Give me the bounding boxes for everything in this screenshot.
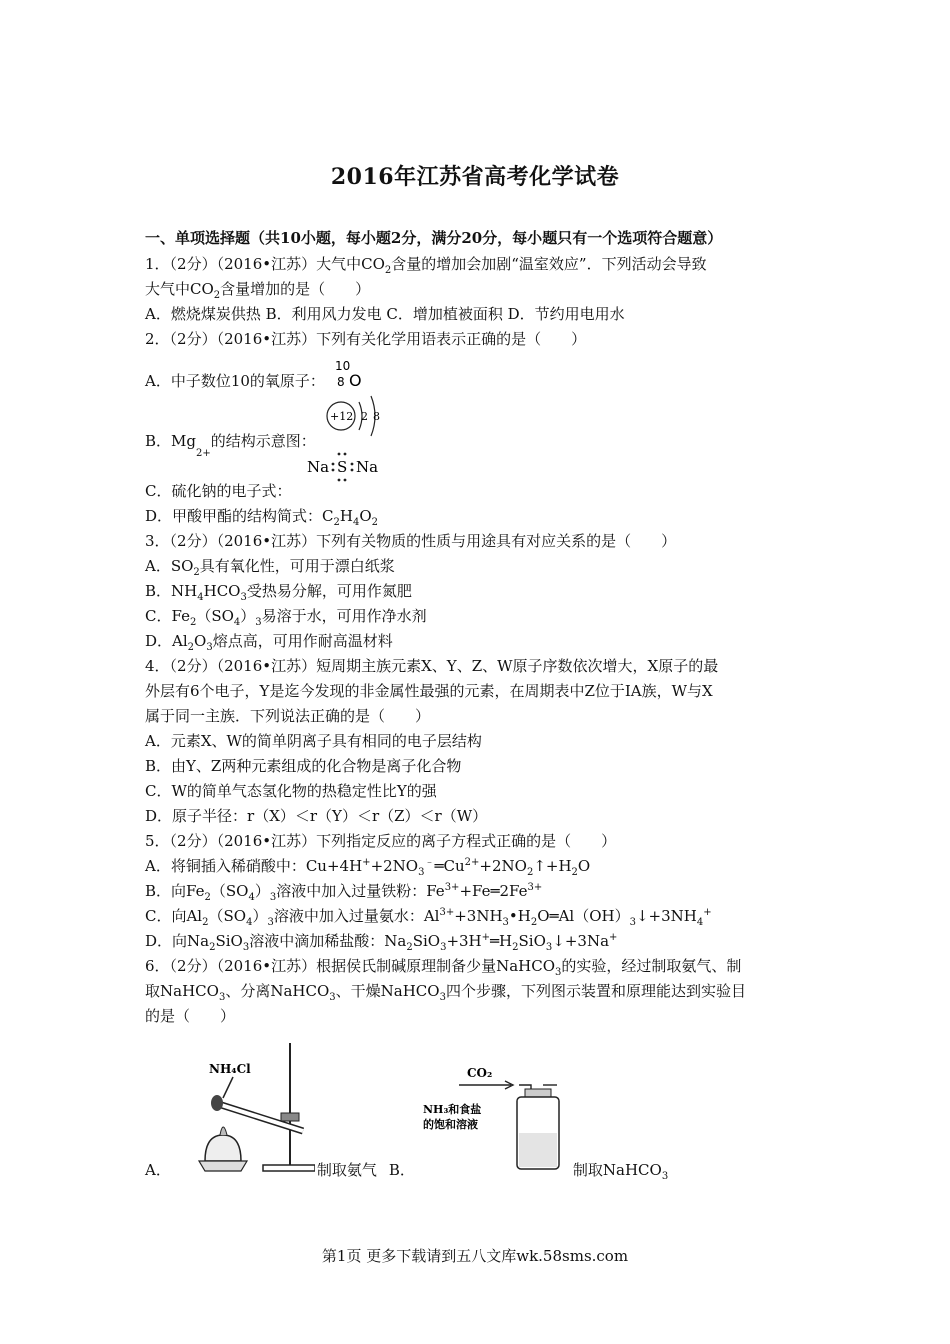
svg-text:NH₃和食盐: NH₃和食盐 [422, 1103, 482, 1116]
sodium-bicarbonate-preparation-apparatus [419, 1063, 569, 1183]
figure-a-label: A． [145, 1161, 171, 1179]
svg-text:CO₂: CO₂ [466, 1066, 493, 1080]
svg-text:O: O [348, 371, 362, 390]
svg-text:Na: Na [356, 458, 379, 476]
svg-text:8: 8 [336, 375, 345, 389]
question-4-option-a: A．元素X、W的简单阴离子具有相同的电子层结构 [145, 732, 482, 750]
svg-text:Na: Na [307, 458, 330, 476]
question-3-option-a: A．$SO_2$具有氧化性，可用于漂白纸浆 [145, 557, 395, 578]
question-2-stem: 2．（2分）（2016•江苏）下列有关化学用语表示正确的是（ ） [145, 330, 587, 348]
question-3-option-c: C．$Fe_2(SO_4)_3$易溶于水，可用作净水剂 [145, 607, 427, 628]
svg-text:的饱和溶液: 的饱和溶液 [422, 1118, 478, 1131]
question-2-option-a: A．中子数位10的氧原子： 10 8 O [145, 352, 810, 394]
question-5-option-b: B．向$Fe_2(SO_4)_3$溶液中加入过量铁粉：$Fe^{3+}+Fe═2Fe^{3+}$ [145, 882, 543, 903]
question-5-option-a: A．将铜插入稀硝酸中：$Cu+4H^++2NO_3^﹣═Cu^{2+}+2NO_2↑+H_2O$ [145, 857, 591, 878]
question-3-stem: 3．（2分）（2016•江苏）下列有关物质的性质与用途具有对应关系的是（ ） [145, 532, 677, 550]
svg-text:+12: +12 [330, 410, 354, 423]
question-5-option-c: C．向$Al_2(SO_4)_3$溶液中加入过量氨水：$Al^{3+}+3NH_3•H_2O═Al(OH)_3↓+3NH_4^+$ [145, 907, 712, 928]
question-3-option-b: B．$NH_4HCO_3$受热易分解，可用作氮肥 [145, 582, 412, 603]
figure-b-caption: 制取NaHCO$_3$ [572, 1161, 669, 1182]
question-4-stem-line2: 外层有6个电子，Y是迄今发现的非金属性最强的元素，在周期表中Z位于IA族，W与X [145, 682, 713, 700]
svg-text:S: S [337, 458, 348, 476]
question-1-options: A．燃烧煤炭供热 B．利用风力发电 C．增加植被面积 D．节约用电用水 [145, 305, 625, 323]
question-4-option-c: C．W的简单气态氢化物的热稳定性比Y的强 [145, 782, 437, 800]
figure-b-label: B． [388, 1161, 415, 1179]
question-2-option-b: B．Mg 2+ 的结构示意图： +12 2 8 [145, 394, 810, 454]
question-1-stem-line2: 大气中$CO_2$含量增加的是（ ） [145, 280, 371, 301]
exam-content [145, 226, 810, 1183]
question-6-stem-line1: 6．（2分）（2016•江苏）根据侯氏制碱原理制备少量NaHCO$_3$的实验，经过制取氨气、制 [145, 957, 742, 978]
question-5-option-d: D．向$Na_2SiO_3$溶液中滴加稀盐酸：$Na_2SiO_3+3H^+═H_2SiO_3↓+3Na^+$ [145, 932, 618, 953]
mg-ion-structure-diagram [323, 386, 393, 444]
question-2-option-d: D．甲酸甲酯的结构简式：$C_2H_4O_2$ [145, 507, 379, 528]
question-5-stem: 5．（2分）（2016•江苏）下列指定反应的离子方程式正确的是（ ） [145, 832, 617, 850]
question-4-option-d: D．原子半径：r（X）＜r（Y）＜r（Z）＜r（W） [145, 807, 488, 825]
svg-text:NH₄Cl: NH₄Cl [208, 1062, 251, 1076]
page-footer: 第1页 更多下载请到五八文库wk.58sms.com [321, 1247, 629, 1265]
question-4-option-b: B．由Y、Z两种元素组成的化合物是离子化合物 [145, 757, 462, 775]
question-2-option-c: C．硫化钠的电子式： Na S Na [145, 454, 810, 504]
question-4-stem-line3: 属于同一主族．下列说法正确的是（ ） [145, 707, 431, 725]
svg-text:8: 8 [373, 410, 380, 423]
page-title: 2016年江苏省高考化学试卷 [330, 164, 620, 190]
question-6-stem-line3: 的是（ ） [145, 1007, 236, 1025]
question-3-option-d: D．$Al_2O_3$熔点高，可用作耐高温材料 [145, 632, 393, 653]
figure-a-caption: 制取氨气 [316, 1161, 377, 1179]
question-6-stem-line2: 取NaHCO$_3$、分离NaHCO$_3$、干燥NaHCO$_3$四个步骤，下列图示装置和原理能达到实验目 [145, 982, 746, 1003]
svg-text:10: 10 [334, 359, 351, 373]
section-heading: 一、单项选择题（共10小题，每小题2分，满分20分，每小题只有一个选项符合题意） [145, 229, 723, 247]
question-1-stem-line1: 1．（2分）（2016•江苏）大气中$CO_2$含量的增加会加剧“温室效应”．下列活动会导致 [145, 255, 707, 276]
ammonia-preparation-apparatus [175, 1043, 315, 1183]
question-6-figures [145, 1033, 810, 1183]
svg-text:2: 2 [361, 410, 368, 423]
question-4-stem-line1: 4．（2分）（2016•江苏）短周期主族元素X、Y、Z、W原子序数依次增大，X原子的最 [145, 657, 719, 675]
sodium-sulfide-electron-formula [305, 450, 385, 486]
